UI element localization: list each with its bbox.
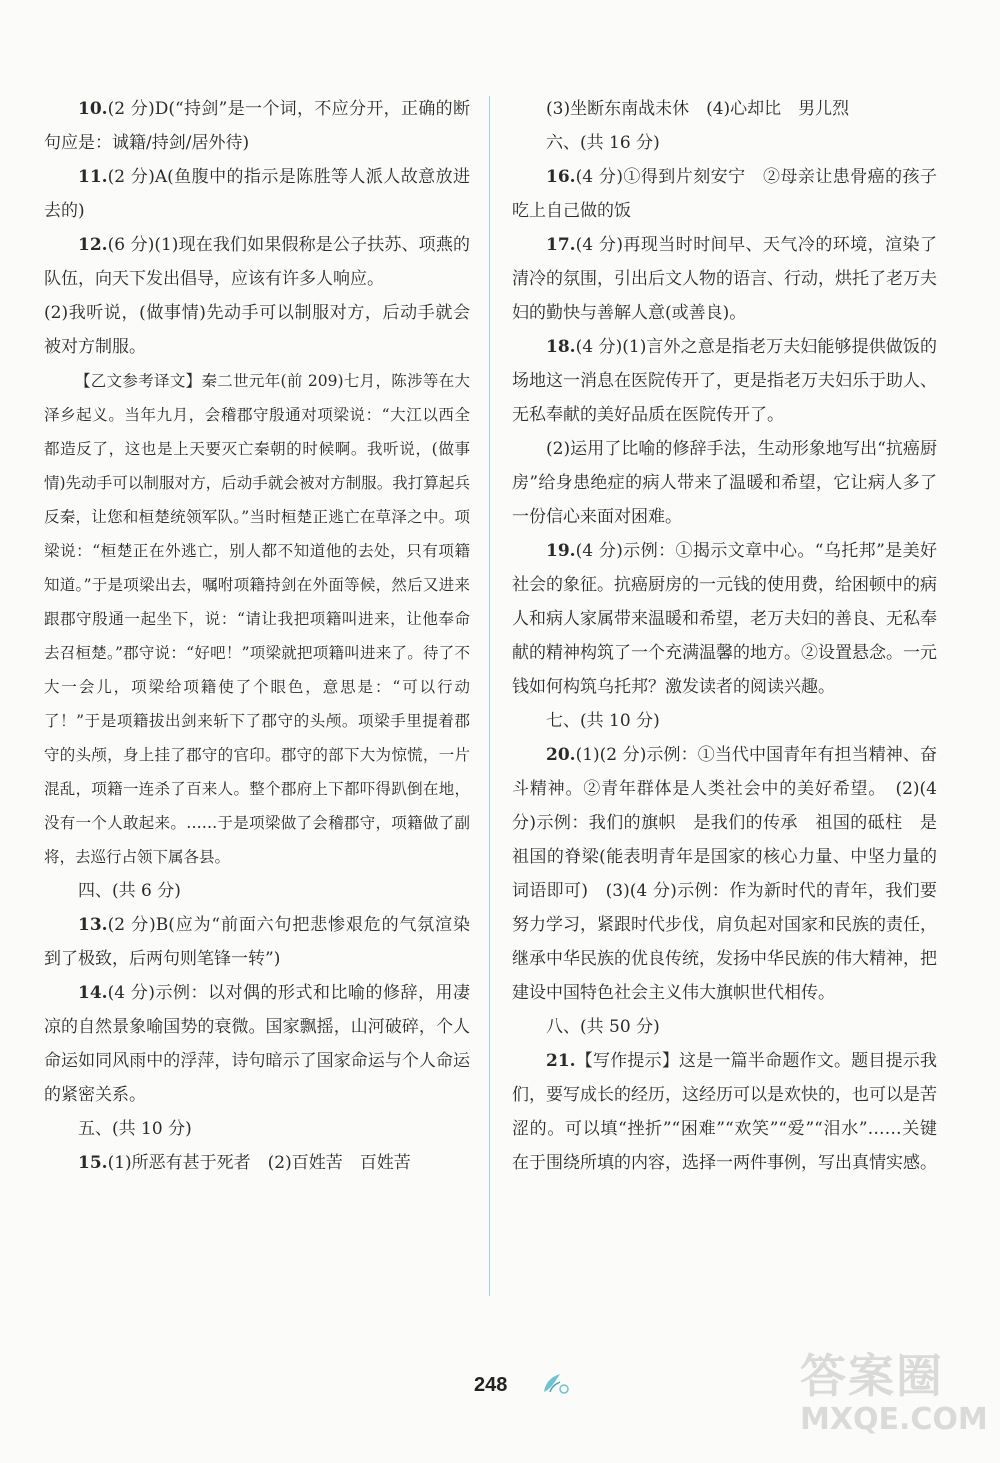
question-number: 19. [546,541,576,561]
answer-text: (2 分)B(应为“前面六句把悲惨艰危的气氛渲染到了极致，后两句则笔锋一转”) [44,915,470,969]
answer-text: (3)坐断东南战未休 (4)心却比 男儿烈 [546,99,850,119]
answer-paragraph [512,432,937,534]
answer-text: (4 分)①得到片刻安宁 ②母亲让患骨癌的孩子吃上自己做的饭 [512,167,937,221]
answer-paragraph [512,228,937,330]
answer-paragraph [512,160,937,228]
question-number: 17. [546,235,576,255]
answer-paragraph [512,1044,937,1180]
question-number: 13. [78,915,108,935]
answer-text: 五、(共 10 分) [78,1119,192,1139]
answer-text: (2 分)A(鱼腹中的指示是陈胜等人派人故意放进去的) [44,167,470,221]
answer-text: (6 分)(1)现在我们如果假称是公子扶苏、项燕的队伍，向天下发出倡导，应该有许多人响应。 [44,235,470,289]
answer-paragraph [44,296,470,364]
answer-paragraph [44,908,470,976]
answer-text: (4 分)示例：以对偶的形式和比喻的修辞，用凄凉的自然景象喻国势的衰微。国家飘摇，山河破碎，个人命运如同风雨中的浮萍，诗句暗示了国家命运与个人命运的紧密关系。 [44,983,470,1105]
question-number: 12. [78,235,108,255]
question-number: 16. [546,167,576,187]
question-number: 21. [546,1051,576,1071]
answer-paragraph [44,874,470,908]
answer-paragraph [44,228,470,296]
left-column [44,92,470,1180]
answer-text: 【乙文参考译文】秦二世元年(前 209)七月，陈涉等在大泽乡起义。当年九月，会稽郡守殷通对项梁说：“大江以西全都造反了，这也是上天要灭亡秦朝的时候啊。我听说，(做事情)先动手可以制服对方，后动手就会被对方制服。我打算起兵反秦，让您和桓楚统领军队。”当时桓楚正逃亡在草泽之中。项梁说：“桓楚正在外逃亡，别人都不知道他的去处，只有项籍知道。”于是项梁出去，嘱咐项籍持剑在外面等候，然后又进来跟郡守殷通一起坐下，说：“请让我把项籍叫进来，让他奉命去召桓楚。”郡守说：“好吧！”项梁就把项籍叫进来了。待了不大一会儿，项梁给项籍使了个眼色，意思是：“可以行动了！”于是项籍拔出剑来斩下了郡守的头颅。项梁手里提着郡守的头颅，身上挂了郡守的官印。郡守的部下大为惊慌，一片混乱，项籍一连杀了百来人。整个郡府上下都吓得趴倒在地，没有一个人敢起来。……于是项梁做了会稽郡守，项籍做了副将，去巡行占领下属各县。 [44,372,470,866]
answer-paragraph [512,330,937,432]
answer-text: (4 分)示例：①揭示文章中心。“乌托邦”是美好社会的象征。抗癌厨房的一元钱的使用费，给困顿中的病人和病人家属带来温暖和希望，老万夫妇的善良、无私奉献的精神构筑了一个充满温馨的地方。②设置悬念。一元钱如何构筑乌托邦？激发读者的阅读兴趣。 [512,541,937,697]
question-number: 18. [546,337,576,357]
answer-text: 四、(共 6 分) [78,881,181,901]
question-number: 14. [78,983,108,1003]
answer-paragraph [44,364,470,874]
question-number: 11. [78,167,108,187]
answer-text: (2 分)D(“持剑”是一个词，不应分开，正确的断句应是：诚籍/持剑/居外待) [44,99,470,153]
answer-text: 八、(共 50 分) [546,1017,660,1037]
answer-text: (4 分)(1)言外之意是指老万夫妇能够提供做饭的场地这一消息在医院传开了，更是指老万夫妇乐于助人、无私奉献的美好品质在医院传开了。 [512,337,937,425]
question-number: 10. [78,99,108,119]
answer-paragraph [512,534,937,704]
question-number: 15. [78,1153,108,1173]
watermark-url: MXQE.COM [800,1402,988,1437]
answer-paragraph [512,704,937,738]
answer-paragraph [44,976,470,1112]
answer-paragraph [512,738,937,1010]
answer-paragraph [512,126,937,160]
answer-text: 六、(共 16 分) [546,133,660,153]
answer-text: (2)我听说，(做事情)先动手可以制服对方，后动手就会被对方制服。 [44,303,470,357]
answer-text: (2)运用了比喻的修辞手法，生动形象地写出“抗癌厨房”给身患绝症的病人带来了温暖和希望，它让病人多了一份信心来面对困难。 [512,439,937,527]
answer-paragraph [512,1010,937,1044]
question-number: 20. [546,745,576,765]
answer-text: 七、(共 10 分) [546,711,660,731]
answer-text: (1)所恶有甚于死者 (2)百姓苦 百姓苦 [107,1153,411,1173]
watermark-logo: 答案圈 [800,1349,944,1403]
answer-text: (4 分)再现当时时间早、天气冷的环境，渲染了清冷的氛围，引出后文人物的语言、行动，烘托了老万夫妇的勤快与善解人意(或善良)。 [512,235,937,323]
answer-text: (1)(2 分)示例：①当代中国青年有担当精神、奋斗精神。②青年群体是人类社会中的美好希望。 (2)(4 分)示例：我们的旗帜 是我们的传承 祖国的砥柱 是祖国的脊梁(能表明青年是国家的核心力量、中坚力量的词语即可) (3)(4 分)示例：作为新时代的青年，我们要努力学习，紧跟时代步伐，肩负起对国家和民族的责任，继承中华民族的优良传统，发扬中华民族的伟大精神，把建设中国特色社会主义伟大旗帜世代相传。 [512,745,937,1003]
answer-paragraph [44,92,470,160]
answer-paragraph [512,92,937,126]
leaf-decoration-icon [540,1372,570,1396]
answer-paragraph [44,160,470,228]
answer-paragraph [44,1146,470,1180]
answer-text: 【写作提示】这是一篇半命题作文。题目提示我们，要写成长的经历，这经历可以是欢快的，也可以是苦涩的。可以填“挫折”“困难”“欢笑”“爱”“泪水”……关键在于围绕所填的内容，选择一两件事例，写出真情实感。 [512,1051,937,1173]
right-column [512,92,937,1180]
column-divider [489,96,490,1296]
watermark [800,1340,990,1460]
page-number: 248 [474,1374,508,1396]
answer-paragraph [44,1112,470,1146]
